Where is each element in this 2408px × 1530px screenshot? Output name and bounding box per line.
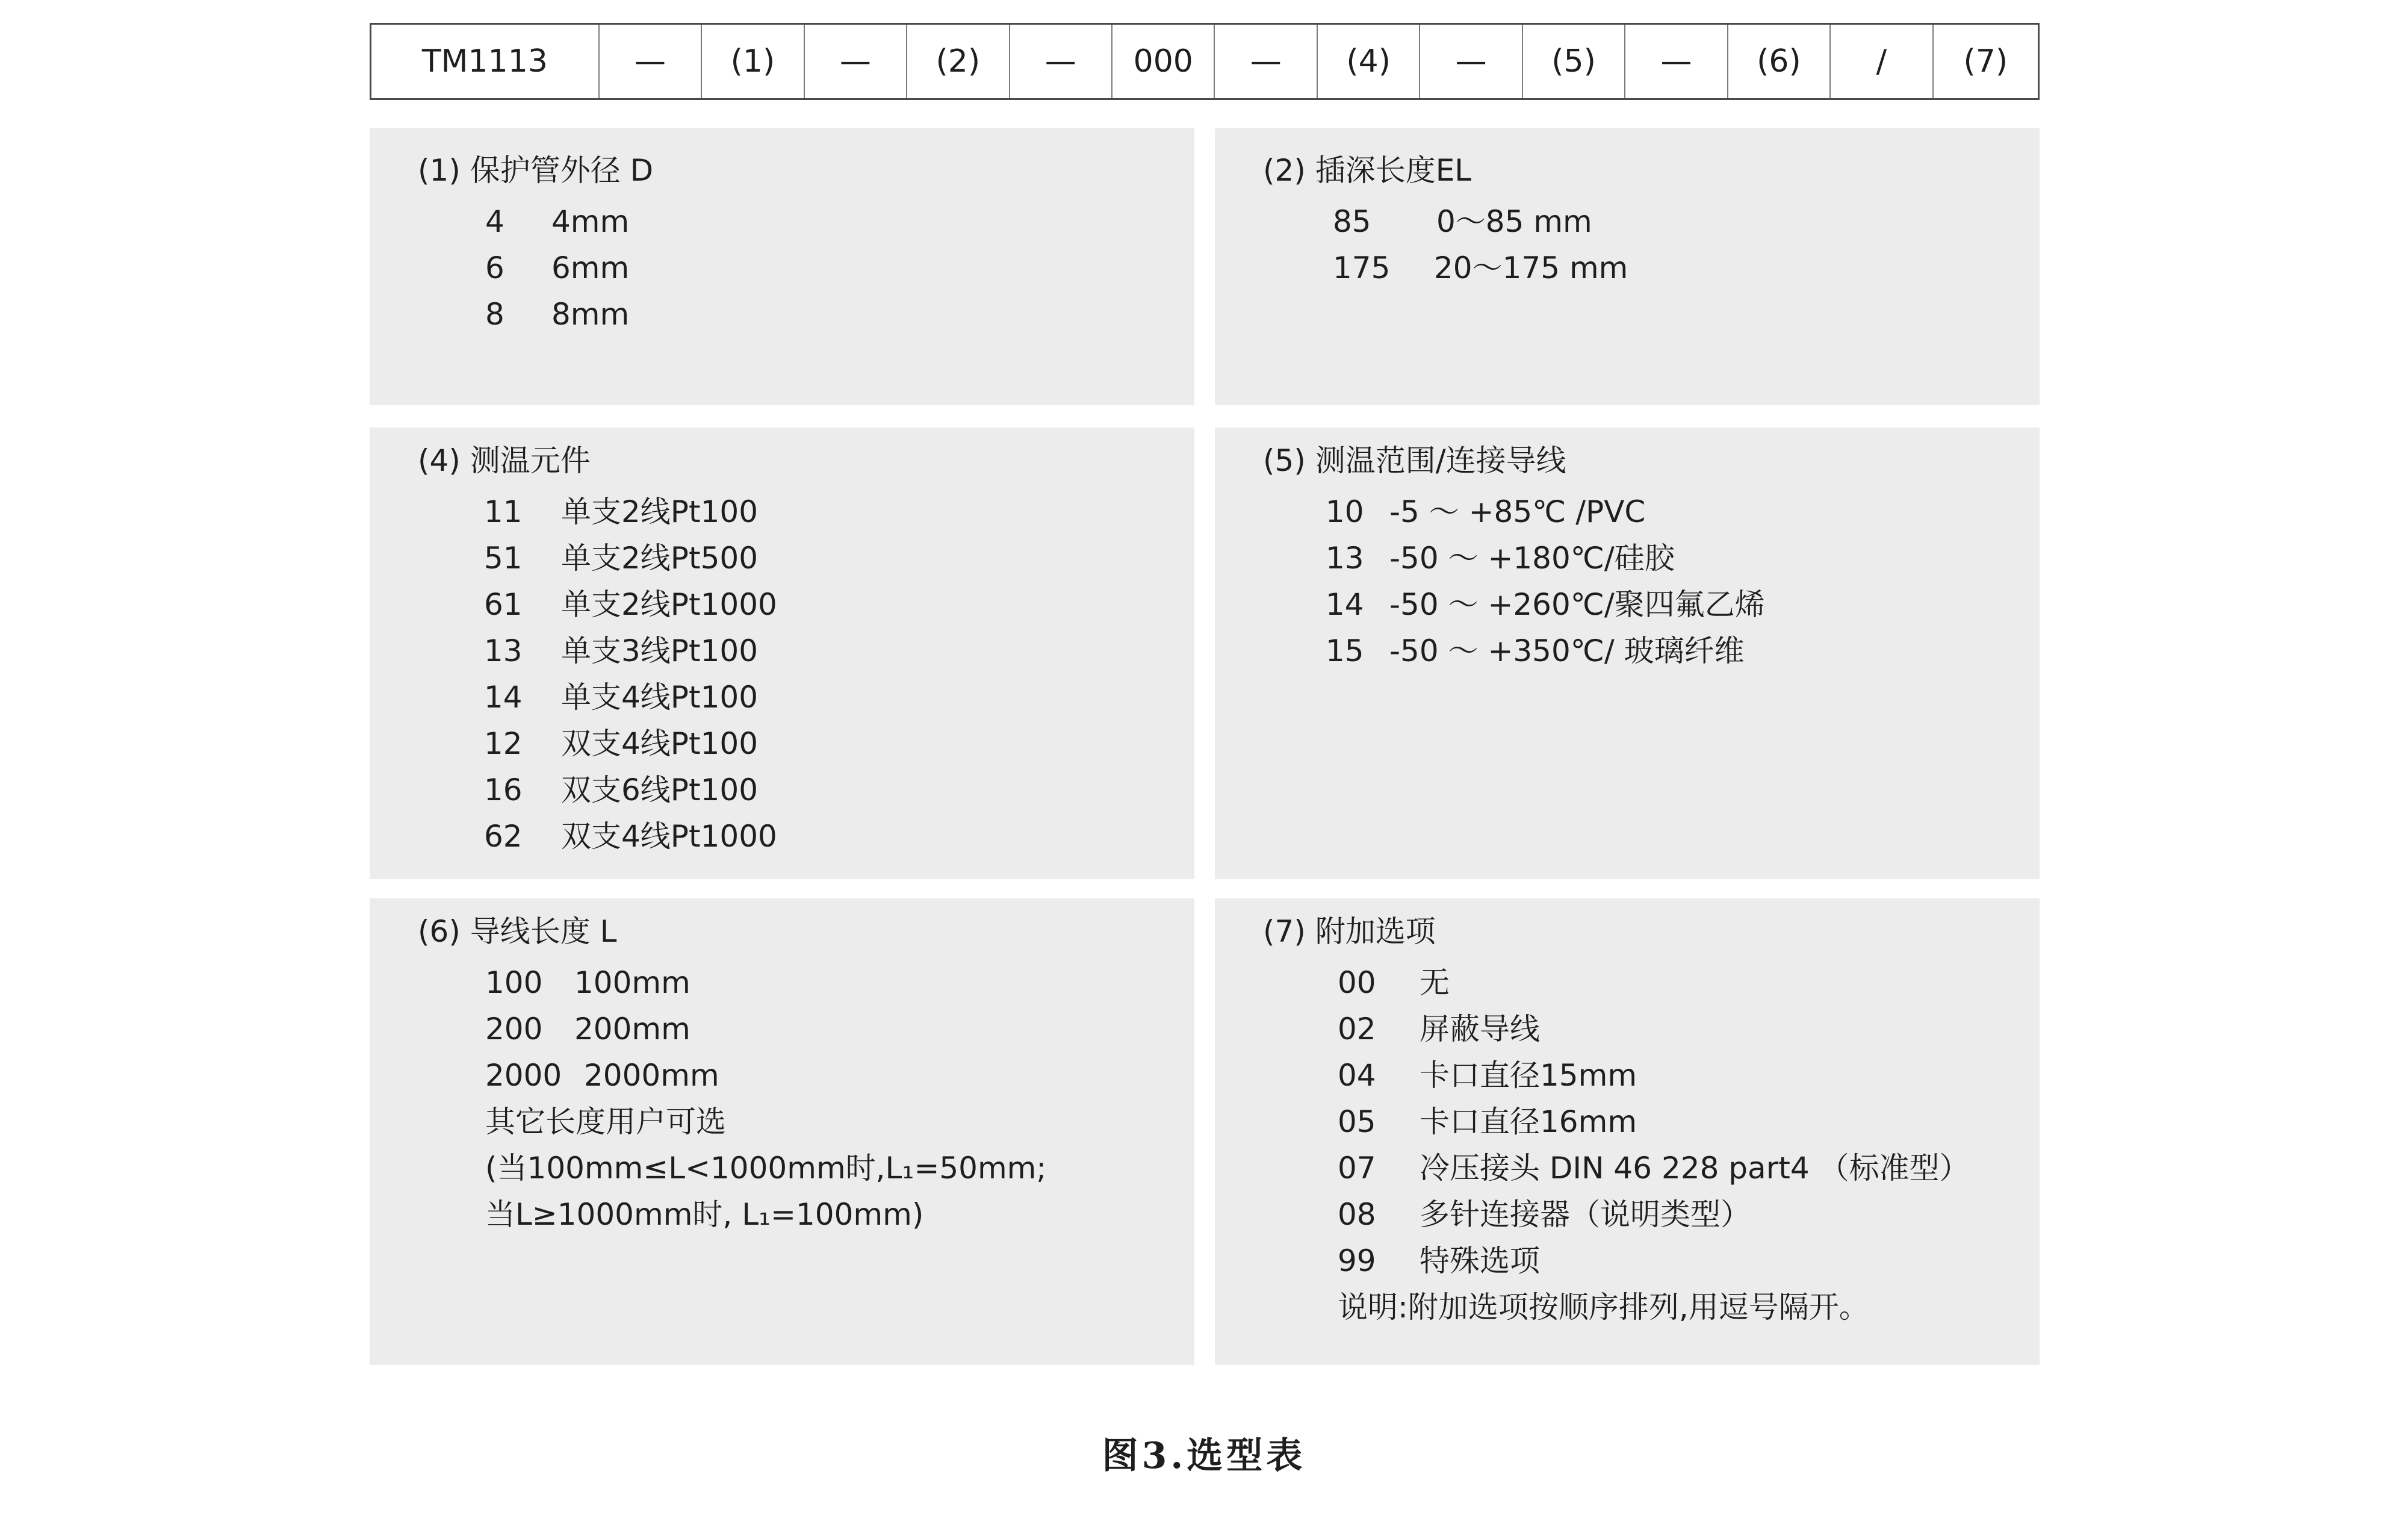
code-cell-7: (7)	[1963, 43, 2008, 79]
option-code: 100	[485, 965, 543, 1000]
code-cell-slash: /	[1831, 25, 1933, 98]
option-code: 02	[1338, 1012, 1376, 1046]
option-code: 85	[1333, 204, 1371, 239]
code-cell-separator: —	[600, 25, 702, 98]
code-cell-5: (5)	[1523, 25, 1625, 98]
option-desc: 卡口直径16mm	[1420, 1104, 1637, 1139]
option-desc: 2000mm	[584, 1058, 719, 1093]
panel-title: (7) 附加选项	[1263, 914, 1436, 949]
panel-title: (2) 插深长度EL	[1263, 153, 1472, 188]
code-cell-1: (1)	[702, 25, 804, 98]
option-code: 15	[1326, 633, 1364, 668]
option-code: 08	[1338, 1197, 1376, 1232]
option-code: 4	[485, 204, 504, 239]
code-cell-6: (6)	[1728, 25, 1831, 98]
panel-title: (6) 导线长度 L	[418, 914, 617, 949]
option-code: 62	[484, 819, 523, 854]
option-code: 10	[1326, 494, 1364, 529]
option-desc: 双支4线Pt1000	[561, 819, 777, 854]
option-code: 14	[484, 680, 523, 715]
option-desc: 多针连接器（说明类型）	[1420, 1197, 1751, 1232]
option-desc: 单支2线Pt1000	[561, 587, 777, 622]
option-desc: -50 ～ +260℃/聚四氟乙烯	[1389, 587, 1765, 622]
option-desc: 屏蔽导线	[1420, 1012, 1540, 1046]
option-code: 13	[484, 633, 523, 668]
option-code: 13	[1326, 541, 1364, 576]
note-line: 其它长度用户可选	[485, 1104, 726, 1139]
option-code: 99	[1338, 1243, 1376, 1278]
option-desc: 单支3线Pt100	[561, 633, 759, 668]
option-code: 175	[1333, 250, 1391, 285]
option-code: 16	[484, 773, 523, 807]
code-cell-model: TM1113	[371, 25, 600, 98]
option-desc: 冷压接头 DIN 46 228 part4 （标准型）	[1420, 1151, 1970, 1186]
panel-temperature-range	[1215, 428, 2040, 879]
option-desc: 200mm	[574, 1012, 690, 1046]
option-code: 6	[485, 250, 504, 285]
option-desc: -50 ～ +350℃/ 玻璃纤维	[1389, 633, 1745, 668]
option-code: 14	[1326, 587, 1364, 622]
panel-title: (1) 保护管外径 D	[418, 153, 654, 188]
option-desc: -50 ～ +180℃/硅胶	[1389, 541, 1675, 576]
option-code: 61	[484, 587, 523, 622]
code-cell-separator: —	[1625, 25, 1728, 98]
option-code: 12	[484, 726, 523, 761]
option-desc: 6mm	[551, 250, 630, 285]
option-desc: 单支4线Pt100	[561, 680, 759, 715]
option-code: 11	[484, 494, 523, 529]
note-line: (当100mm≤L<1000mm时,L₁=50mm;	[485, 1151, 1047, 1186]
option-code: 2000	[485, 1058, 562, 1093]
code-cell-separator: —	[805, 25, 907, 98]
panel-title: (5) 测温范围/连接导线	[1263, 443, 1566, 478]
option-desc: 0～85 mm	[1436, 204, 1592, 239]
option-desc: 单支2线Pt500	[561, 541, 759, 576]
option-code: 04	[1338, 1058, 1376, 1093]
option-desc: 双支4线Pt100	[561, 726, 759, 761]
option-desc: 单支2线Pt100	[561, 494, 759, 529]
option-desc: 无	[1420, 965, 1450, 1000]
option-desc: 4mm	[551, 204, 630, 239]
panel-title: (4) 测温元件	[418, 443, 591, 478]
panel-insertion-length	[1215, 128, 2040, 405]
panel-sensing-element	[370, 428, 1194, 879]
option-desc: 8mm	[551, 297, 630, 332]
note-line: 当L≥1000mm时, L₁=100mm)	[485, 1197, 924, 1232]
code-cell-4: (4)	[1318, 25, 1420, 98]
code-cell-separator: —	[1215, 25, 1317, 98]
option-desc: 双支6线Pt100	[561, 773, 759, 807]
figure-caption: 图3.选型表	[1102, 1435, 1306, 1477]
option-code: 00	[1338, 965, 1376, 1000]
panel-lead-length	[370, 898, 1194, 1365]
option-code: 05	[1338, 1104, 1376, 1139]
option-desc: 100mm	[574, 965, 690, 1000]
option-code: 51	[484, 541, 523, 576]
code-cell-2: (2)	[907, 25, 1010, 98]
model-code-strip	[370, 23, 2040, 100]
code-cell-fixed: 000	[1112, 25, 1215, 98]
option-desc: -5 ～ +85℃ /PVC	[1389, 494, 1646, 529]
option-desc: 卡口直径15mm	[1420, 1058, 1637, 1093]
note-line: 说明:附加选项按顺序排列,用逗号隔开。	[1338, 1290, 1869, 1325]
code-cell-separator: —	[1010, 25, 1112, 98]
option-code: 8	[485, 297, 504, 332]
option-code: 200	[485, 1012, 543, 1046]
option-desc: 20～175 mm	[1434, 250, 1628, 285]
panel-outer-diameter	[370, 128, 1194, 405]
panel-additional-options	[1215, 898, 2040, 1365]
code-cell-separator: —	[1420, 25, 1522, 98]
option-code: 07	[1338, 1151, 1376, 1186]
option-desc: 特殊选项	[1420, 1243, 1540, 1278]
